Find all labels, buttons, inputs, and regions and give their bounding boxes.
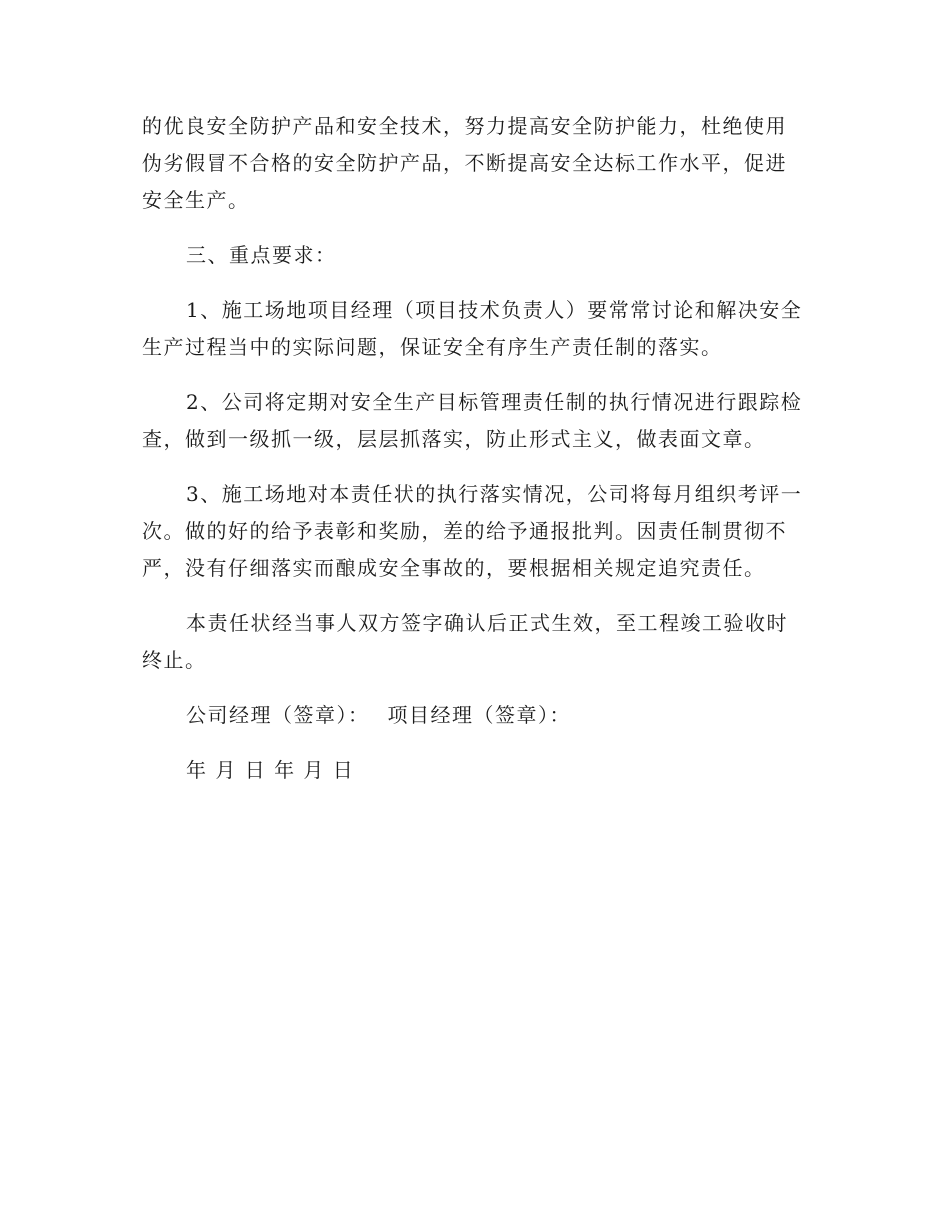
project-manager-signature-label: 项目经理（签章）： (387, 703, 571, 727)
paragraph-requirement-3 (142, 476, 808, 587)
text-line: 伪劣假冒不合格的安全防护产品，不断提高安全达标工作水平，促进 (142, 151, 787, 175)
text-line: 查，做到一级抓一级，层层抓落实，防止形式主义，做表面文章。 (142, 427, 766, 451)
text-line: 3、施工场地对本责任状的执行落实情况，公司将每月组织考评一 (186, 482, 803, 506)
company-manager-signature-label: 公司经理（签章）： (186, 703, 370, 727)
text-line: 本责任状经当事人双方签字确认后正式生效，至工程竣工验收时 (186, 611, 788, 635)
signature-row (142, 697, 808, 734)
text-line: 1、施工场地项目经理（项目技术负责人）要常常讨论和解决安全 (186, 298, 803, 322)
date-row (142, 752, 808, 789)
paragraph-requirement-1 (142, 292, 808, 366)
text-line: 生产过程当中的实际问题，保证安全有序生产责任制的落实。 (142, 335, 723, 359)
text-line: 严，没有仔细落实而酿成安全事故的，要根据相关规定追究责任。 (142, 556, 766, 580)
paragraph-safety-products (142, 108, 808, 219)
paragraph-effective-clause (142, 605, 808, 679)
heading-text: 三、重点要求： (186, 243, 337, 267)
text-line: 2、公司将定期对安全生产目标管理责任制的执行情况进行跟踪检 (186, 390, 803, 414)
text-line: 终止。 (142, 648, 207, 672)
section-heading-key-requirements (142, 237, 808, 274)
text-line: 安全生产。 (142, 188, 250, 212)
text-line: 次。做的好的给予表彰和奖励，差的给予通报批判。因责任制贯彻不 (142, 519, 787, 543)
date-line: 年 月 日 年 月 日 (186, 758, 355, 782)
paragraph-requirement-2 (142, 384, 808, 458)
document-page (142, 108, 808, 807)
text-line: 的优良安全防护产品和安全技术，努力提高安全防护能力，杜绝使用 (142, 114, 787, 138)
